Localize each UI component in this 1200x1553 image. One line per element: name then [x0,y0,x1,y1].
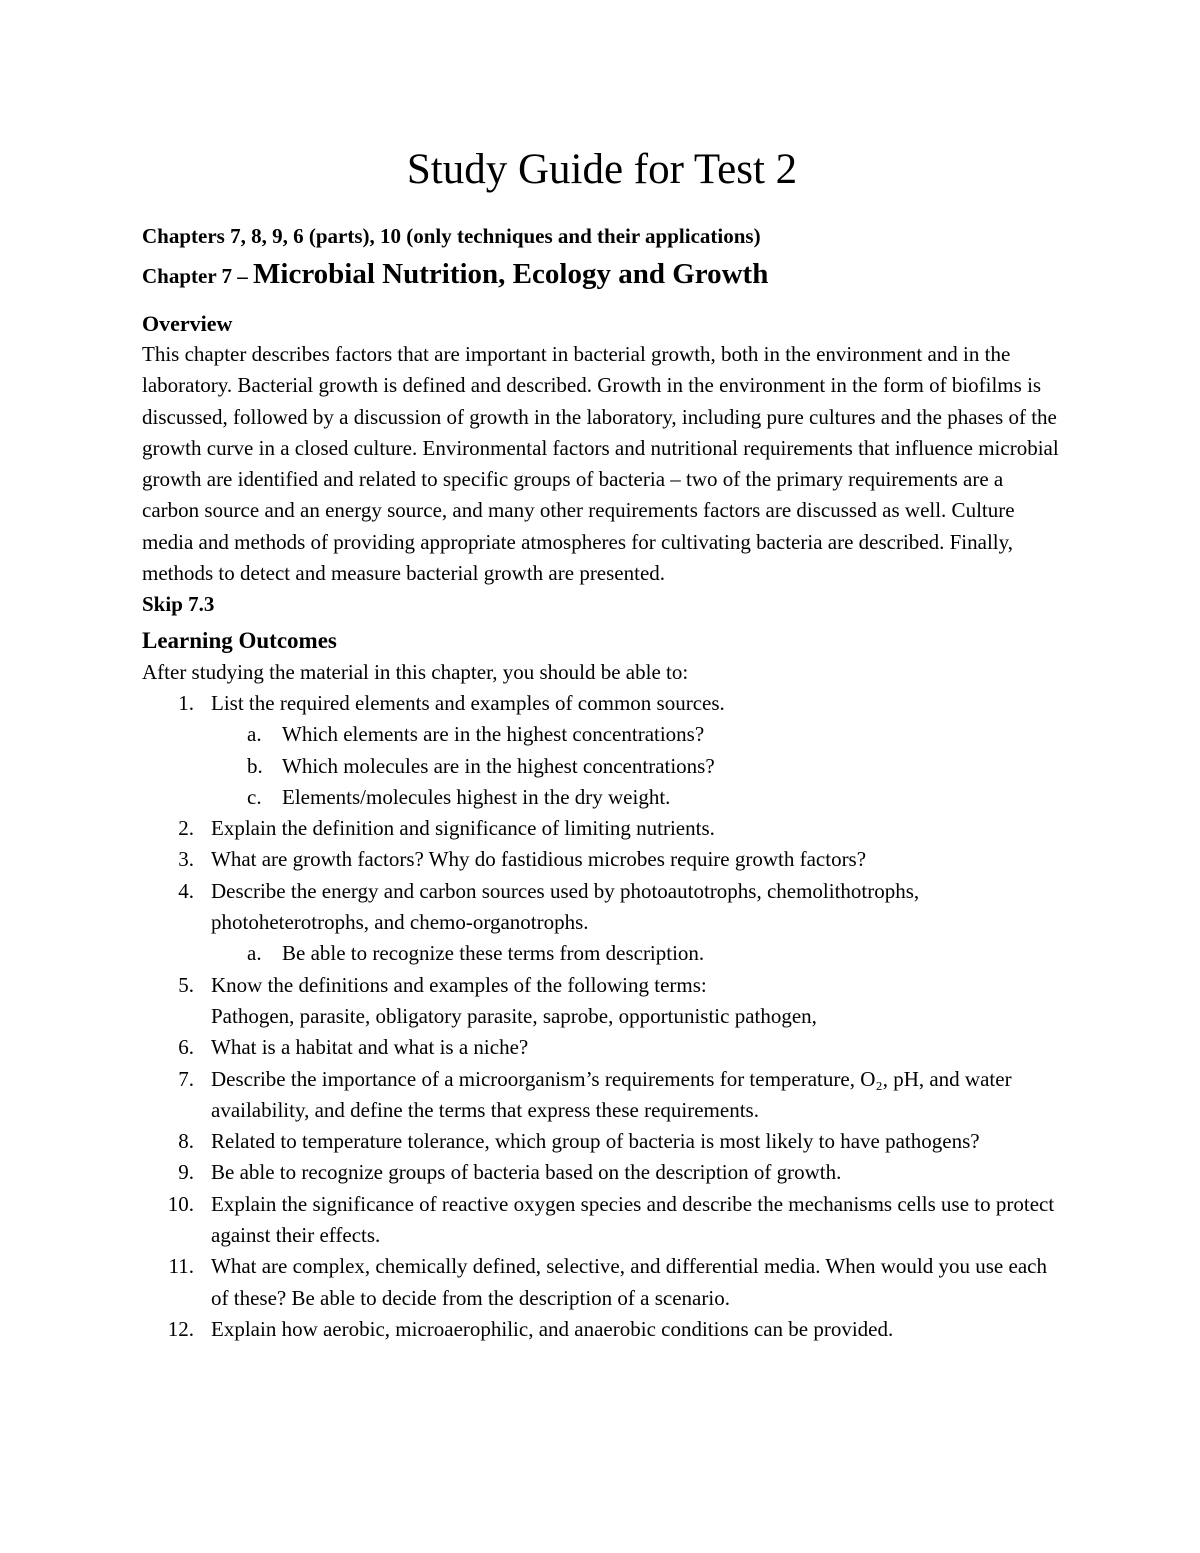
list-item [142,813,1062,844]
sub-list-item [211,719,1062,750]
sub-list-item-letter: a. [247,722,262,747]
list-item [142,1157,1062,1188]
list-item-text: List the required elements and examples of common sources. [211,690,725,715]
list-item-number: 1. [178,690,194,715]
list-item-text: What are complex, chemically defined, selective, and differential media. When would you use each of these? Be able to decide from the description of a scenario. [211,1254,1047,1310]
document-page [142,140,1062,1345]
sub-list-item [211,751,1062,782]
list-item-text: What are growth factors? Why do fastidious microbes require growth factors? [211,847,867,872]
list-item-continuation: Pathogen, parasite, obligatory parasite, saprobe, opportunistic pathogen, [211,1003,817,1028]
list-item [142,1126,1062,1157]
list-item-text: Be able to recognize groups of bacteria based on the description of growth. [211,1160,842,1185]
list-item-number: 8. [178,1129,194,1154]
overview-text: This chapter describes factors that are important in bacterial growth, both in the environment and in the laboratory. Bacterial growth is defined and described. Growth in the environment in the form of biofilms is discussed, followed by a discussion of growth in the laboratory, including pure cultures and the phases of the growth curve in a closed culture. Environmental factors and nutritional requirements that influence microbial growth are identified and related to specific groups of bacteria – two of the primary requirements are a carbon source and an energy source, and many other requirements factors are discussed as well. Culture media and methods of providing appropriate atmospheres for cultivating bacteria are described. Finally, methods to detect and measure bacterial growth are presented. [142,342,1059,586]
list-item [142,1251,1062,1314]
sub-list-item-letter: c. [247,784,262,809]
sub-list [211,938,1062,969]
learning-outcomes-section [142,625,1062,1346]
list-item-text: Explain how aerobic, microaerophilic, and anaerobic conditions can be provided. [211,1316,894,1341]
list-item-number: 2. [178,816,194,841]
sub-list-item-letter: a. [247,941,262,966]
sub-list-item-text: Be able to recognize these terms from description. [282,941,705,966]
list-item-text: What is a habitat and what is a niche? [211,1035,529,1060]
overview-heading: Overview [142,311,233,336]
overview-section [142,309,1062,589]
chapter-name: Microbial Nutrition, Ecology and Growth [253,258,769,290]
list-item [142,1064,1062,1127]
document-title: Study Guide for Test 2 [406,146,798,193]
list-item-text: Know the definitions and examples of the following terms: [211,972,707,997]
list-item-number: 5. [178,972,194,997]
chapter-heading [142,256,1062,297]
list-item-number: 10. [167,1191,194,1216]
chapter-prefix: Chapter 7 – [142,264,254,288]
list-item [142,970,1062,1033]
sub-list-item-text: Elements/molecules highest in the dry weight. [282,784,671,809]
sub-list-item-text: Which elements are in the highest concentrations? [282,722,705,747]
list-item [142,1032,1062,1063]
list-item [142,688,1062,813]
list-item [142,1189,1062,1252]
list-item-number: 7. [178,1066,194,1091]
list-item-number: 6. [178,1035,194,1060]
list-item-number: 3. [178,847,194,872]
chapters-covered: Chapters 7, 8, 9, 6 (parts), 10 (only techniques and their applications) [142,224,761,248]
list-item-text: Explain the definition and significance of limiting nutrients. [211,816,715,841]
list-item-number: 12. [167,1316,194,1341]
list-item [142,844,1062,875]
learning-outcomes-intro: After studying the material in this chapter, you should be able to: [142,659,689,684]
sub-list-item [211,938,1062,969]
learning-outcomes-list [142,688,1062,1345]
skip-note: Skip 7.3 [142,592,215,617]
list-item [142,876,1062,970]
list-item-number: 4. [178,878,194,903]
list-item-text: Describe the energy and carbon sources used by photoautotrophs, chemolithotrophs, photoheterotrophs, and chemo-organotrophs. [211,878,920,935]
sub-list [211,719,1062,813]
sub-list-item [211,782,1062,813]
list-item-text: Explain the significance of reactive oxygen species and describe the mechanisms cells use to protect against their effects. [211,1191,1055,1248]
sub-list-item-text: Which molecules are in the highest concentrations? [282,753,715,778]
sub-list-item-letter: b. [247,753,263,778]
list-item-number: 9. [178,1160,194,1185]
list-item-text: Describe the importance of a microorganism’s requirements for temperature, O₂, pH, and water availability, and define the terms that express these requirements. [211,1066,1012,1122]
list-item-text: Related to temperature tolerance, which group of bacteria is most likely to have pathogens? [211,1129,980,1154]
list-item-number: 11. [168,1254,194,1279]
learning-outcomes-heading: Learning Outcomes [142,627,337,653]
list-item [142,1314,1062,1345]
